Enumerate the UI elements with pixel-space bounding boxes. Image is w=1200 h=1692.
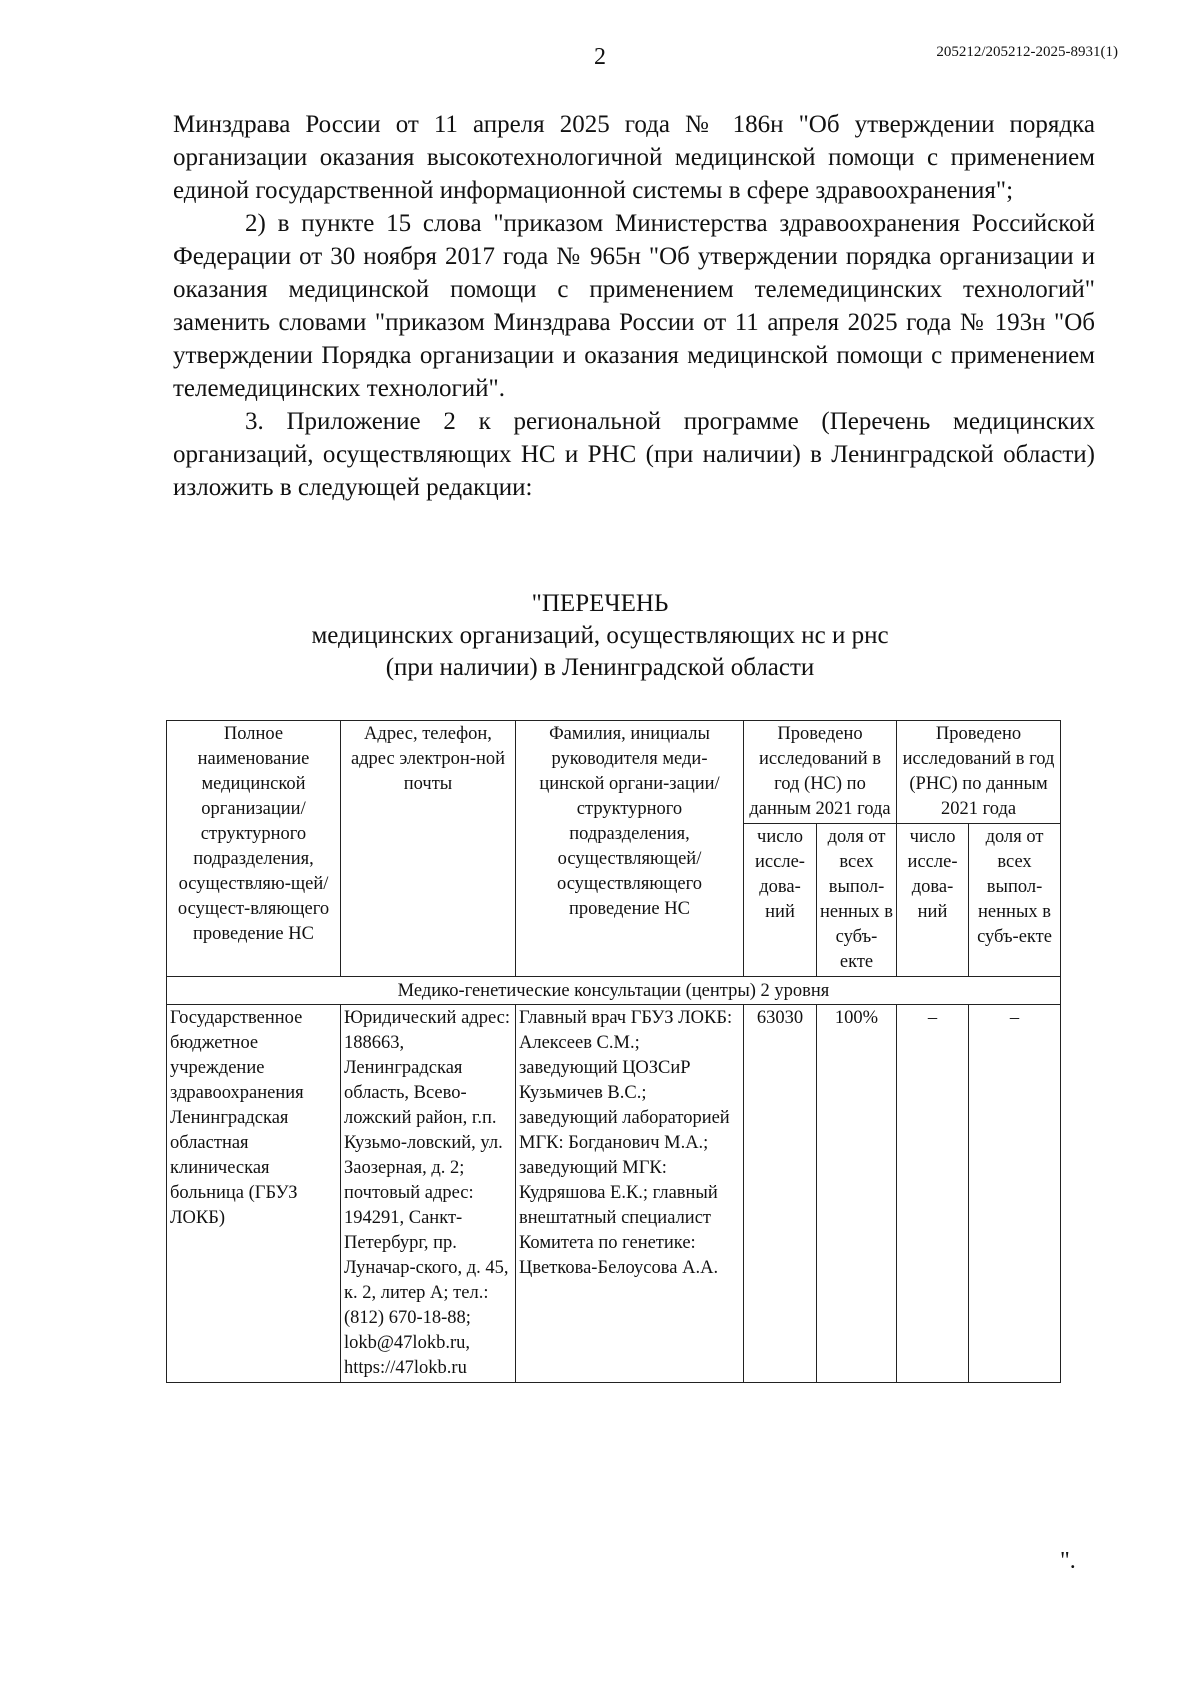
- organizations-table: [166, 720, 1061, 1383]
- list-title: [0, 588, 1200, 684]
- header-ns-count: число иссле-дова-ний: [744, 824, 817, 977]
- cell-address: Юридический адрес: 188663, Ленинградская область, Всево-ложский район, г.п. Кузьмо-ловский, ул. Заозерная, д. 2; почтовый адрес: 194291, Санкт-Петербург, пр. Луначар-ского, д. 45, к. 2, литер А; тел.: (812) 670-18-88; lokb@47lokb.ru, https://47lokb.ru: [341, 1005, 516, 1383]
- cell-head: Главный врач ГБУЗ ЛОКБ: Алексеев С.М.; заведующий ЦОЗСиР Кузьмичев В.С.; заведующий лабораторией МГК: Богданович М.А.; заведующий МГК: Кудряшова Е.К.; главный внештатный специалист Комитета по генетике: Цветкова-Белоусова А.А.: [516, 1005, 744, 1383]
- title-line-3: (при наличии) в Ленинградской области: [385, 654, 815, 681]
- header-ns-group: Проведено исследований в год (НС) по данным 2021 года: [744, 721, 897, 824]
- cell-rns-count: –: [897, 1005, 969, 1383]
- header-head: Фамилия, инициалы руководителя меди-цинской органи-зации/структурного подразделения, осуществляющей/ осуществляющего проведение НС: [516, 721, 744, 977]
- document-body: [173, 108, 1095, 504]
- page-number: 2: [594, 44, 606, 70]
- title-line-1: "ПЕРЕЧЕНЬ: [531, 590, 669, 617]
- header-ns-share: доля от всех выпол-ненных в субъ-екте: [817, 824, 897, 977]
- cell-org: Государственное бюджетное учреждение здравоохранения Ленинградская областная клиническая больница (ГБУЗ ЛОКБ): [167, 1005, 341, 1383]
- title-line-2: медицинских организаций, осуществляющих нс и рнс: [311, 622, 889, 649]
- cell-ns-share: 100%: [817, 1005, 897, 1383]
- paragraph-2: 2) в пункте 15 слова "приказом Министерства здравоохранения Российской Федерации от 30 ноября 2017 года № 965н "Об утверждении порядка организации и оказания медицинской помощи с применением телемедицинских технологий" заменить словами "приказом Минздрава России от 11 апреля 2025 года № 193н "Об утверждении Порядка организации и оказания медицинской помощи с применением телемедицинских технологий".: [173, 210, 1095, 402]
- table-section-row: [167, 977, 1061, 1005]
- header-org: Полное наименование медицинской организации/ структурного подразделения, осуществляю-щей/осущест-вляющего проведение НС: [167, 721, 341, 977]
- header-rns-group: Проведено исследований в год (РНС) по данным 2021 года: [897, 721, 1061, 824]
- cell-ns-count: 63030: [744, 1005, 817, 1383]
- header-rns-count: число иссле-дова-ний: [897, 824, 969, 977]
- table-header-row: [167, 721, 1061, 824]
- section-title: Медико-генетические консультации (центры) 2 уровня: [167, 977, 1061, 1005]
- header-address: Адрес, телефон, адрес электрон-ной почты: [341, 721, 516, 977]
- table-row: [167, 1005, 1061, 1383]
- header-rns-share: доля от всех выпол-ненных в субъ-екте: [969, 824, 1061, 977]
- paragraph-1: Минздрава России от 11 апреля 2025 года № 186н "Об утверждении порядка организации оказания высокотехнологичной медицинской помощи с применением единой государственной информационной системы в сфере здравоохранения";: [173, 111, 1095, 204]
- paragraph-3: 3. Приложение 2 к региональной программе (Перечень медицинских организаций, осуществляющих НС и РНС (при наличии) в Ленинградской области) изложить в следующей редакции:: [173, 408, 1095, 501]
- document-id: 205212/205212-2025-8931(1): [936, 44, 1118, 60]
- cell-rns-share: –: [969, 1005, 1061, 1383]
- closing-quote: ".: [1060, 1548, 1076, 1574]
